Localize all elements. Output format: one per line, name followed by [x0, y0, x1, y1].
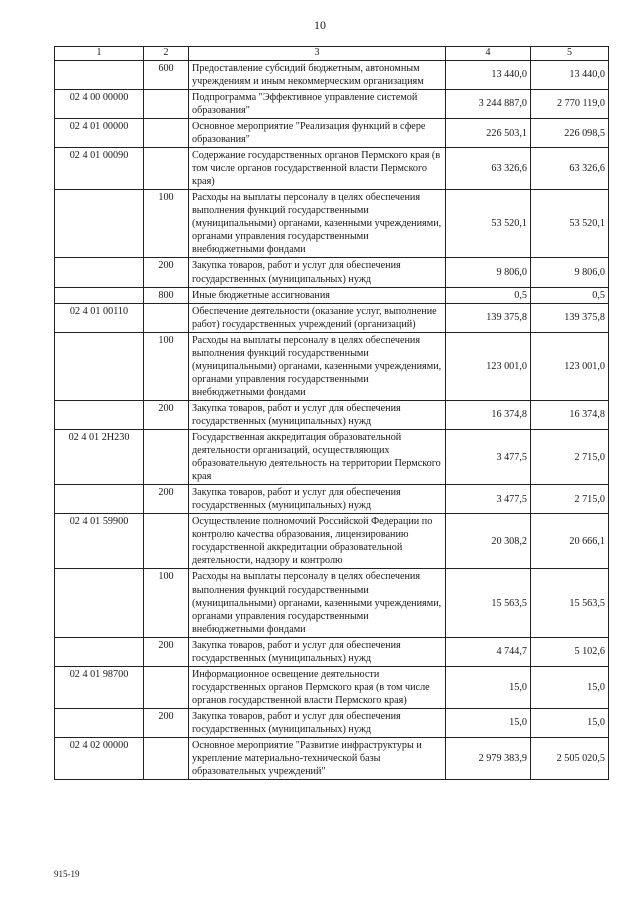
row-code: [55, 190, 144, 258]
row-code: [55, 258, 144, 287]
row-code: [55, 708, 144, 737]
footer-document-code: 915-19: [54, 869, 80, 879]
header-col-5: 5: [531, 47, 609, 61]
row-code: [55, 287, 144, 303]
row-amount-2: 15,0: [531, 708, 609, 737]
row-amount-2: 5 102,6: [531, 637, 609, 666]
table-row: [55, 666, 609, 708]
row-name: Предоставление субсидий бюджетным, автономным учреждениям и иным некоммерческим организациям: [189, 60, 446, 89]
row-amount-1: 16 374,8: [446, 400, 531, 429]
row-amount-2: 2 715,0: [531, 430, 609, 485]
row-expense-type: [144, 514, 189, 569]
row-amount-1: 3 477,5: [446, 485, 531, 514]
row-amount-2: 2 505 020,5: [531, 738, 609, 780]
row-expense-type: 100: [144, 569, 189, 637]
row-amount-1: 13 440,0: [446, 60, 531, 89]
row-name: Расходы на выплаты персоналу в целях обеспечения выполнения функций государственными (муниципальными) органами, казенными учреждениями, органами управления государственными внебюджетными фондами: [189, 332, 446, 400]
row-amount-2: 0,5: [531, 287, 609, 303]
row-expense-type: 200: [144, 637, 189, 666]
row-expense-type: [144, 738, 189, 780]
row-amount-1: 3 244 887,0: [446, 89, 531, 118]
row-name: Государственная аккредитация образовательной деятельности организаций, осуществляющих образовательную деятельность на территории Пермского края: [189, 430, 446, 485]
header-col-2: 2: [144, 47, 189, 61]
table-row: [55, 60, 609, 89]
row-amount-1: 0,5: [446, 287, 531, 303]
table-header-row: [55, 47, 609, 61]
row-name: Закупка товаров, работ и услуг для обеспечения государственных (муниципальных) нужд: [189, 485, 446, 514]
row-expense-type: [144, 118, 189, 147]
row-amount-1: 4 744,7: [446, 637, 531, 666]
row-expense-type: 200: [144, 400, 189, 429]
row-amount-2: 16 374,8: [531, 400, 609, 429]
row-code: 02 4 02 00000: [55, 738, 144, 780]
table-row: [55, 303, 609, 332]
row-code: 02 4 01 59900: [55, 514, 144, 569]
row-name: Основное мероприятие "Реализация функций в сфере образования": [189, 118, 446, 147]
row-amount-1: 3 477,5: [446, 430, 531, 485]
row-expense-type: 600: [144, 60, 189, 89]
row-name: Содержание государственных органов Пермского края (в том числе органов государственной власти Пермского края): [189, 148, 446, 190]
row-name: Обеспечение деятельности (оказание услуг, выполнение работ) государственных учреждений (организаций): [189, 303, 446, 332]
table-row: [55, 738, 609, 780]
row-expense-type: 100: [144, 332, 189, 400]
table-row: [55, 637, 609, 666]
row-amount-2: 13 440,0: [531, 60, 609, 89]
row-expense-type: 200: [144, 708, 189, 737]
row-code: 02 4 00 00000: [55, 89, 144, 118]
row-name: Закупка товаров, работ и услуг для обеспечения государственных (муниципальных) нужд: [189, 258, 446, 287]
row-amount-1: 20 308,2: [446, 514, 531, 569]
table-row: [55, 148, 609, 190]
header-col-3: 3: [189, 47, 446, 61]
row-name: Расходы на выплаты персоналу в целях обеспечения выполнения функций государственными (муниципальными) органами, казенными учреждениями, органами управления государственными внебюджетными фондами: [189, 190, 446, 258]
row-amount-2: 226 098,5: [531, 118, 609, 147]
table-row: [55, 332, 609, 400]
row-amount-1: 53 520,1: [446, 190, 531, 258]
row-amount-1: 9 806,0: [446, 258, 531, 287]
row-amount-1: 15,0: [446, 708, 531, 737]
row-code: 02 4 01 2Н230: [55, 430, 144, 485]
row-amount-2: 139 375,8: [531, 303, 609, 332]
row-code: [55, 485, 144, 514]
row-code: 02 4 01 98700: [55, 666, 144, 708]
row-amount-2: 20 666,1: [531, 514, 609, 569]
row-name: Информационное освещение деятельности государственных органов Пермского края (в том числе органов государственной власти Пермского края): [189, 666, 446, 708]
row-name: Основное мероприятие "Развитие инфраструктуры и укрепление материально-технической базы образовательных учреждений": [189, 738, 446, 780]
row-amount-2: 53 520,1: [531, 190, 609, 258]
row-amount-1: 15 563,5: [446, 569, 531, 637]
row-amount-1: 139 375,8: [446, 303, 531, 332]
row-amount-2: 2 715,0: [531, 485, 609, 514]
row-amount-2: 63 326,6: [531, 148, 609, 190]
table-row: [55, 708, 609, 737]
header-col-4: 4: [446, 47, 531, 61]
row-code: 02 4 01 00110: [55, 303, 144, 332]
row-amount-1: 2 979 383,9: [446, 738, 531, 780]
row-name: Осуществление полномочий Российской Федерации по контролю качества образования, лицензированию государственной аккредитации образовательной деятельности, надзору и контролю: [189, 514, 446, 569]
table-row: [55, 89, 609, 118]
table-row: [55, 287, 609, 303]
table-row: [55, 485, 609, 514]
row-expense-type: [144, 303, 189, 332]
row-expense-type: [144, 148, 189, 190]
row-expense-type: 100: [144, 190, 189, 258]
table-row: [55, 514, 609, 569]
table-row: [55, 258, 609, 287]
row-name: Закупка товаров, работ и услуг для обеспечения государственных (муниципальных) нужд: [189, 637, 446, 666]
table-row: [55, 118, 609, 147]
budget-table: [54, 46, 609, 780]
table-row: [55, 400, 609, 429]
row-expense-type: [144, 430, 189, 485]
row-code: [55, 400, 144, 429]
row-expense-type: [144, 666, 189, 708]
row-amount-2: 9 806,0: [531, 258, 609, 287]
header-col-1: 1: [55, 47, 144, 61]
row-amount-2: 2 770 119,0: [531, 89, 609, 118]
row-amount-2: 15 563,5: [531, 569, 609, 637]
row-name: Подпрограмма "Эффективное управление системой образования": [189, 89, 446, 118]
table-row: [55, 190, 609, 258]
row-name: Иные бюджетные ассигнования: [189, 287, 446, 303]
row-expense-type: 800: [144, 287, 189, 303]
row-amount-1: 63 326,6: [446, 148, 531, 190]
table-body: [55, 60, 609, 779]
table-row: [55, 430, 609, 485]
row-code: [55, 569, 144, 637]
row-name: Закупка товаров, работ и услуг для обеспечения государственных (муниципальных) нужд: [189, 400, 446, 429]
row-expense-type: 200: [144, 485, 189, 514]
row-amount-2: 15,0: [531, 666, 609, 708]
table-row: [55, 569, 609, 637]
row-amount-1: 15,0: [446, 666, 531, 708]
page-number: 10: [314, 18, 326, 32]
row-code: 02 4 01 00090: [55, 148, 144, 190]
row-amount-1: 226 503,1: [446, 118, 531, 147]
row-name: Расходы на выплаты персоналу в целях обеспечения выполнения функций государственными (муниципальными) органами, казенными учреждениями, органами управления государственными внебюджетными фондами: [189, 569, 446, 637]
row-expense-type: [144, 89, 189, 118]
row-amount-2: 123 001,0: [531, 332, 609, 400]
row-name: Закупка товаров, работ и услуг для обеспечения государственных (муниципальных) нужд: [189, 708, 446, 737]
row-amount-1: 123 001,0: [446, 332, 531, 400]
row-code: [55, 637, 144, 666]
row-code: [55, 60, 144, 89]
row-code: 02 4 01 00000: [55, 118, 144, 147]
row-code: [55, 332, 144, 400]
row-expense-type: 200: [144, 258, 189, 287]
